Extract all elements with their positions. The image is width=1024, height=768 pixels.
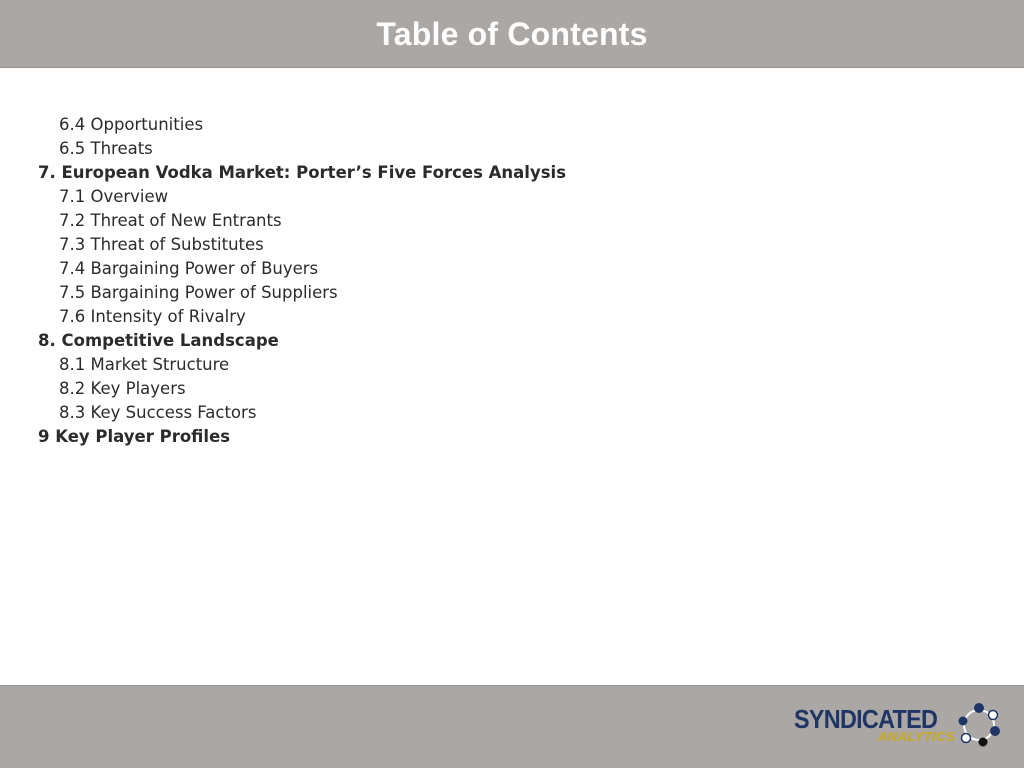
company-logo [794,700,1004,756]
toc-item: 7.5 Bargaining Power of Suppliers [59,283,338,302]
toc-item: 6.4 Opportunities [59,115,204,134]
toc-item: 8.2 Key Players [59,379,186,398]
toc-item: 8.1 Market Structure [59,355,230,374]
logo-subword: ANALYTICS [878,729,956,744]
toc-item: 7.2 Threat of New Entrants [59,211,282,230]
network-circle-emblem-icon [956,702,1002,748]
toc-section-heading: 8. Competitive Landscape [38,331,279,350]
toc-item: 7.1 Overview [59,187,169,206]
header-bar [0,0,1024,68]
toc-item: 8.3 Key Success Factors [59,403,257,422]
table-of-contents-list [38,113,566,449]
toc-item: 6.5 Threats [59,139,153,158]
toc-item: 7.6 Intensity of Rivalry [59,307,246,326]
logo-wordmark-part2: CATED [861,704,938,734]
logo-wordmark-part1: SYNDI [794,704,862,734]
toc-item: 7.3 Threat of Substitutes [59,235,264,254]
footer-bar [0,685,1024,768]
toc-section-heading: 7. European Vodka Market: Porter’s Five Forces Analysis [38,163,567,182]
toc-item: 7.4 Bargaining Power of Buyers [59,259,319,278]
page-title: Table of Contents [376,16,648,52]
toc-section-heading: 9 Key Player Profiles [38,427,231,446]
